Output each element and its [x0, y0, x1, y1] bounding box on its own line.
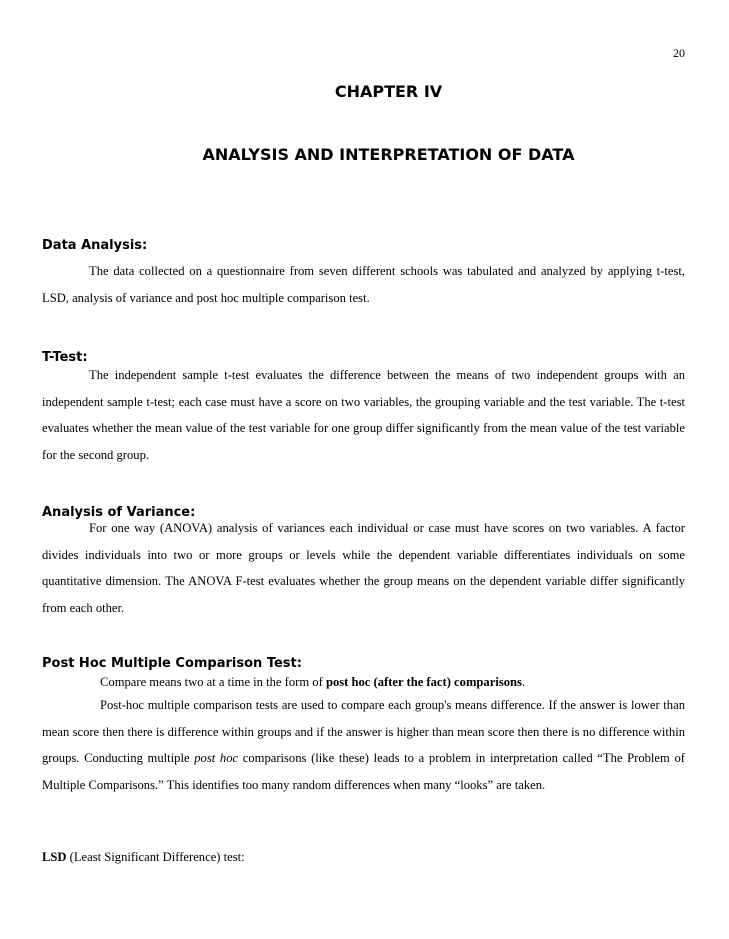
data-analysis-text: The data collected on a questionnaire from seven different schools was tabulated and analyzed by applying t-test, LSD, analysis of variance and post hoc multiple comparison test. — [42, 264, 685, 305]
t-test-text: The independent sample t-test evaluates the difference between the means of two independent groups with an independent sample t-test; each case must have a score on two variables, the grouping variable and the test variable. The t-test evaluates whether the mean value of the test variable for one group differ significantly from the mean value of the test variable for the second group. — [42, 368, 685, 462]
anova-paragraph — [42, 515, 685, 621]
lsd-abbr: LSD — [42, 850, 67, 864]
t-test-heading: T-Test: — [42, 350, 88, 365]
post-hoc-first-line — [100, 675, 525, 690]
lsd-rest: (Least Significant Difference) test: — [66, 850, 245, 864]
post-hoc-line1-suffix: . — [521, 675, 526, 689]
post-hoc-heading: Post Hoc Multiple Comparison Test: — [42, 656, 302, 671]
anova-text: For one way (ANOVA) analysis of variances each individual or case must have scores on two variables. A factor divides individuals into two or more groups or levels while the dependent variable differentiates individuals on some quantitative dimension. The ANOVA F-test evaluates whether the group means on the dependent variable differ significantly from each other. — [42, 521, 685, 615]
post-hoc-text — [42, 692, 685, 798]
lsd-line — [42, 850, 245, 865]
data-analysis-paragraph — [42, 258, 685, 311]
post-hoc-line1-bold: post hoc (after the fact) comparisons — [325, 675, 522, 689]
t-test-paragraph — [42, 362, 685, 468]
data-analysis-heading: Data Analysis: — [42, 238, 148, 253]
chapter-title: CHAPTER IV — [334, 82, 443, 101]
post-hoc-paragraph — [42, 692, 685, 798]
chapter-subtitle: ANALYSIS AND INTERPRETATION OF DATA — [202, 145, 575, 164]
post-hoc-body-italic: post hoc — [194, 751, 239, 765]
post-hoc-line1-prefix: Compare means two at a time in the form of — [100, 675, 326, 689]
page-number: 20 — [673, 46, 685, 60]
post-hoc-body-part1: Post-hoc multiple comparison tests are used to compare each group's means difference. If the answer is lower than mean score then there is difference within groups and if the answer is higher than mean score then there is no difference within groups. Conducting multiple — [42, 698, 685, 765]
anova-heading: Analysis of Variance: — [42, 505, 196, 520]
post-hoc-body-part2: comparisons (like these) leads to a problem in interpretation called “The Problem of Multiple Comparisons.” This identifies too many random differences when many “looks” are taken. — [42, 751, 685, 792]
